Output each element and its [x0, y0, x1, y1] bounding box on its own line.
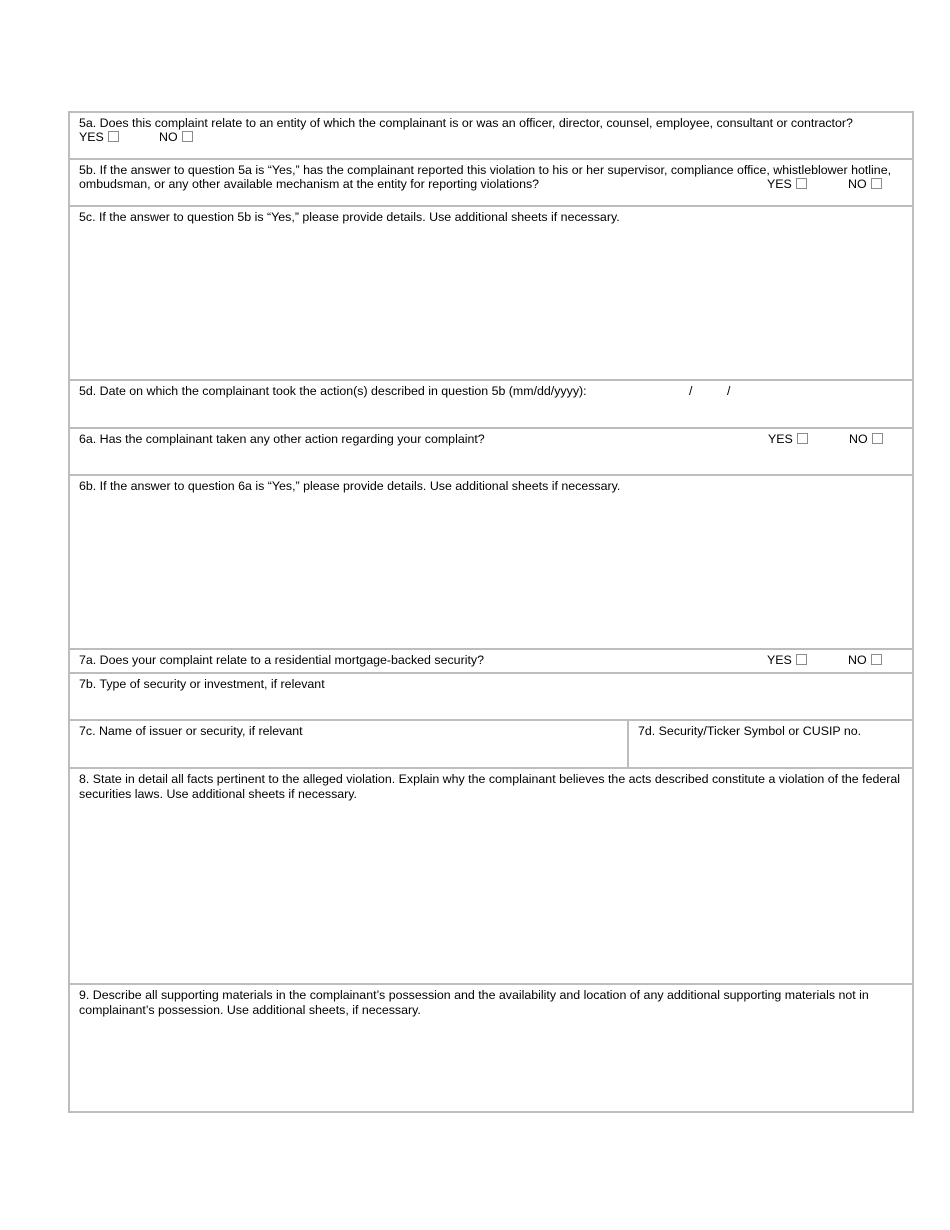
yes-label: YES — [79, 130, 104, 144]
question-5d-row[interactable] — [70, 381, 912, 429]
question-6a-no-option[interactable] — [849, 432, 883, 446]
question-5d-text: 5d. Date on which the complainant took the action(s) described in question 5b (mm/dd/yyyy): — [79, 384, 587, 398]
yes-label: YES — [767, 177, 792, 191]
question-5b-text-line2: ombudsman, or any other available mechanism at the entity for reporting violations? — [79, 177, 540, 191]
yes-label: YES — [767, 653, 792, 667]
question-6b-row[interactable] — [70, 476, 912, 650]
checkbox-icon[interactable] — [872, 433, 883, 444]
question-7c-cell[interactable] — [70, 721, 629, 767]
checkbox-icon[interactable] — [796, 654, 807, 665]
question-7d-cell[interactable] — [629, 721, 912, 767]
checkbox-icon[interactable] — [797, 433, 808, 444]
question-9-text: 9. Describe all supporting materials in the complainant’s possession and the availability and location of any additional supporting materials not in complainant’s possession. Use additional sheets, if necessary. — [79, 988, 869, 1017]
checkbox-icon[interactable] — [108, 131, 119, 142]
question-7a-row — [70, 650, 912, 674]
question-5b-yes-option[interactable] — [767, 177, 807, 191]
no-label: NO — [159, 130, 178, 144]
complaint-form — [68, 111, 914, 1113]
question-5a-row — [70, 113, 912, 160]
question-5c-text: 5c. If the answer to question 5b is “Yes,” please provide details. Use additional sheets if necessary. — [79, 210, 620, 224]
no-label: NO — [848, 653, 867, 667]
checkbox-icon[interactable] — [796, 178, 807, 189]
question-6a-text: 6a. Has the complainant taken any other action regarding your complaint? — [79, 432, 485, 446]
question-6b-text: 6b. If the answer to question 6a is “Yes,” please provide details. Use additional sheets if necessary. — [79, 479, 621, 493]
date-separator-1: / — [689, 384, 693, 398]
question-5a-no-option[interactable] — [159, 130, 193, 144]
date-separator-2: / — [727, 384, 731, 398]
question-7b-text: 7b. Type of security or investment, if relevant — [79, 677, 325, 691]
checkbox-icon[interactable] — [182, 131, 193, 142]
checkbox-icon[interactable] — [871, 178, 882, 189]
question-8-text: 8. State in detail all facts pertinent to the alleged violation. Explain why the complainant believes the acts described constitute a violation of the federal securities laws. Use additional sheets if necessary. — [79, 772, 901, 801]
question-8-row[interactable] — [70, 769, 912, 985]
no-label: NO — [848, 177, 867, 191]
checkbox-icon[interactable] — [871, 654, 882, 665]
no-label: NO — [849, 432, 868, 446]
question-5a-yes-option[interactable] — [79, 130, 119, 144]
question-5a-text: 5a. Does this complaint relate to an entity of which the complainant is or was an officer, director, counsel, employee, consultant or contractor? — [79, 116, 853, 130]
question-5b-text-line1: 5b. If the answer to question 5a is “Yes,” has the complainant reported this violation to his or her supervisor, compliance office, whistleblower hotline, — [79, 163, 892, 177]
question-7c-text: 7c. Name of issuer or security, if relevant — [79, 724, 303, 738]
question-5b-row — [70, 160, 912, 207]
question-9-row[interactable] — [70, 985, 912, 1111]
question-7a-yes-option[interactable] — [767, 653, 807, 667]
yes-label: YES — [768, 432, 793, 446]
question-7a-text: 7a. Does your complaint relate to a residential mortgage-backed security? — [79, 653, 484, 667]
question-6a-row — [70, 429, 912, 476]
question-6a-yes-option[interactable] — [768, 432, 808, 446]
question-5c-row[interactable] — [70, 207, 912, 381]
question-7c-7d-row — [70, 721, 912, 769]
question-7a-no-option[interactable] — [848, 653, 882, 667]
question-7d-text: 7d. Security/Ticker Symbol or CUSIP no. — [638, 724, 862, 738]
question-7b-row[interactable] — [70, 674, 912, 721]
question-5b-no-option[interactable] — [848, 177, 882, 191]
